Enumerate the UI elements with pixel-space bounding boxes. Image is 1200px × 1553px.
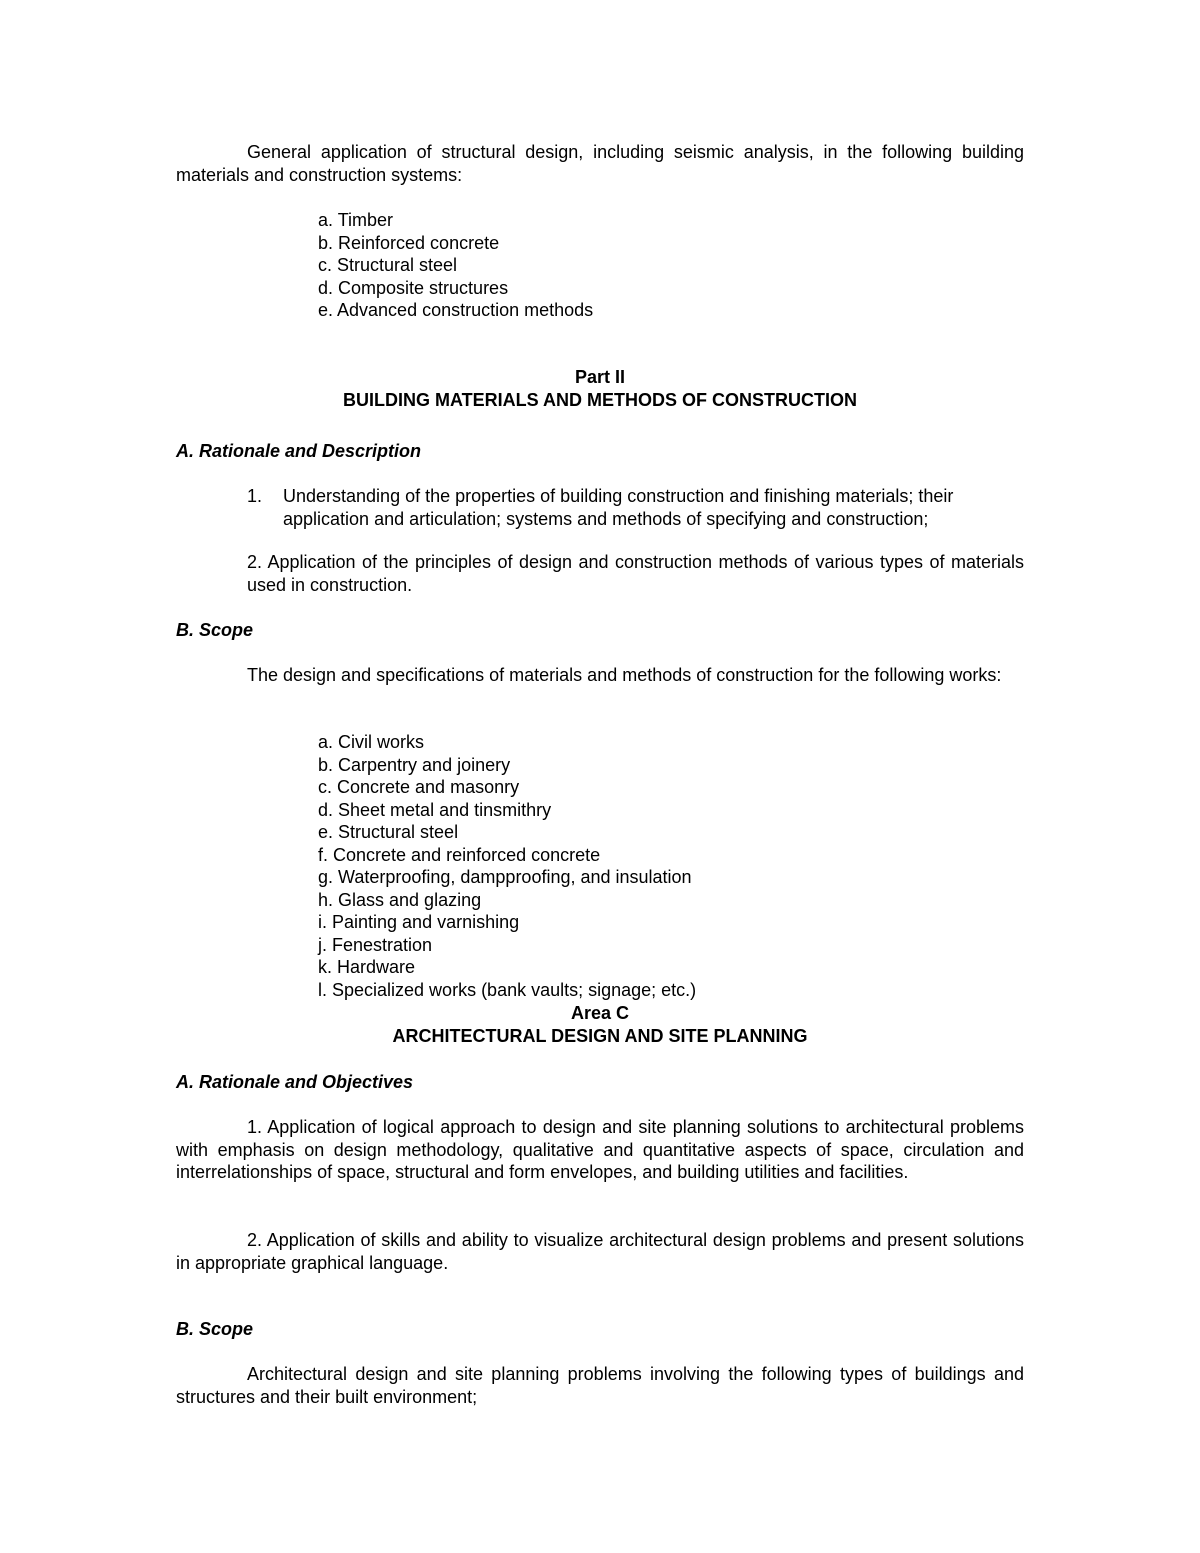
- objective-1: 1. Application of logical approach to design and site planning solutions to architectural problems with emphasis on design methodology, qualitative and quantitative aspects of space, circulation and interrelationships of space, structural and form envelopes, and building utilities and facilities.: [176, 1117, 1024, 1182]
- area-title: ARCHITECTURAL DESIGN AND SITE PLANNING: [392, 1026, 808, 1046]
- objectives-heading: A. Rationale and Objectives: [176, 1072, 414, 1092]
- list-item: g. Waterproofing, dampproofing, and insulation: [318, 867, 692, 887]
- list-item: d. Composite structures: [318, 277, 509, 298]
- part-title: BUILDING MATERIALS AND METHODS OF CONSTRUCTION: [343, 390, 857, 410]
- list-item: h. Glass and glazing: [318, 889, 482, 910]
- scope-intro: The design and specifications of materials and methods of construction for the following works:: [247, 665, 1002, 685]
- list-item: b. Reinforced concrete: [318, 232, 500, 253]
- intro-paragraph: General application of structural design, including seismic analysis, in the following building materials and construction systems:: [176, 142, 1024, 185]
- list-item: e. Advanced construction methods: [318, 300, 594, 320]
- list-item: l. Specialized works (bank vaults; signage; etc.): [318, 979, 697, 1000]
- rationale-item-2: 2. Application of the principles of design and construction methods of various types of materials used in construction.: [247, 552, 1024, 595]
- structural-systems-list: [318, 209, 1018, 322]
- list-item: k. Hardware: [318, 957, 416, 977]
- scope-heading: B. Scope: [176, 620, 254, 640]
- area-label: Area C: [570, 1003, 630, 1023]
- part-label: Part II: [574, 367, 626, 387]
- list-item: d. Sheet metal and tinsmithry: [318, 799, 552, 820]
- list-item: c. Concrete and masonry: [318, 777, 520, 797]
- item-number: 1.: [247, 486, 263, 506]
- area-scope-intro: Architectural design and site planning problems involving the following types of buildings and structures and their built environment;: [176, 1364, 1024, 1407]
- item-text: Understanding of the properties of building construction and finishing materials; their application and articulation; systems and methods of specifying and construction;: [283, 486, 954, 529]
- list-item: j. Fenestration: [318, 934, 433, 955]
- list-item: f. Concrete and reinforced concrete: [318, 844, 601, 865]
- area-scope-heading: B. Scope: [176, 1319, 254, 1339]
- scope-works-list: [318, 731, 1018, 1001]
- rationale-heading: A. Rationale and Description: [176, 441, 422, 461]
- list-item: a. Timber: [318, 210, 394, 230]
- list-item: b. Carpentry and joinery: [318, 754, 511, 775]
- list-item: i. Painting and varnishing: [318, 912, 520, 932]
- rationale-item-1: [247, 485, 1024, 530]
- list-item: a. Civil works: [318, 732, 425, 752]
- objective-2: 2. Application of skills and ability to visualize architectural design problems and present solutions in appropriate graphical language.: [176, 1230, 1024, 1273]
- list-item: c. Structural steel: [318, 255, 458, 275]
- list-item: e. Structural steel: [318, 822, 459, 842]
